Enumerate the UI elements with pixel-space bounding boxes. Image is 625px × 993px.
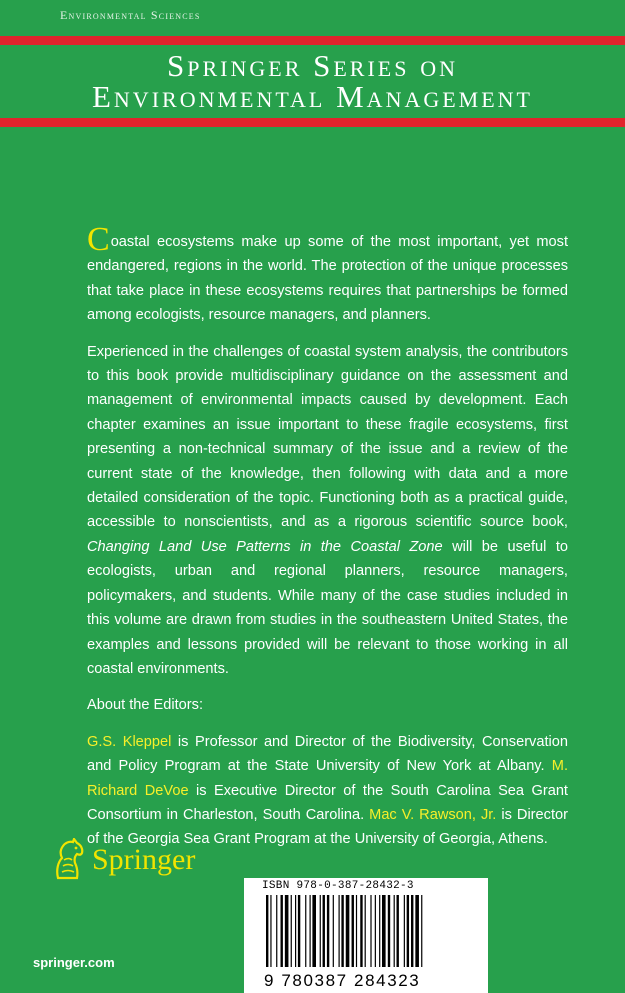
barcode-bar bbox=[360, 895, 362, 967]
barcode-bar bbox=[327, 895, 329, 967]
barcode-bar bbox=[298, 895, 300, 967]
series-title-line2: Environmental Management bbox=[91, 79, 533, 114]
barcode-bar bbox=[421, 895, 422, 967]
details-text-b: will be useful to ecologists, urban and regional planners, resource managers, policymakers, and students. While many of the case studies included in this volume are drawn from studies in the southeastern United States, the examples and lessons provided will be relevant to those working in all coastal environments. bbox=[87, 538, 568, 677]
drop-cap: C bbox=[87, 221, 110, 258]
paragraph-intro bbox=[87, 221, 568, 328]
barcode-bar bbox=[379, 895, 380, 967]
barcode-bar bbox=[291, 895, 292, 967]
isbn-text: ISBN 978-0-387-28432-3 bbox=[262, 880, 414, 892]
springer-horse-icon bbox=[50, 838, 86, 882]
book-title: Changing Land Use Patterns in the Coastal Zone bbox=[87, 538, 443, 555]
paragraph-details bbox=[87, 340, 568, 682]
barcode-bar bbox=[404, 895, 405, 967]
barcode-bar bbox=[266, 895, 268, 967]
category-label: Environmental Sciences bbox=[60, 8, 201, 22]
barcode-bar bbox=[346, 895, 350, 967]
barcode-bar bbox=[382, 895, 386, 967]
barcode-bar bbox=[411, 895, 413, 967]
barcode-bar bbox=[388, 895, 390, 967]
editor-name-devoe: M. Richard DeVoe bbox=[87, 758, 568, 799]
barcode-bar bbox=[276, 895, 277, 967]
editor-bio-devoe: is Executive Director of the South Carolina Sea Grant Consortium in Charleston, South Carolina. bbox=[87, 782, 568, 823]
details-text-a: Experienced in the challenges of coastal system analysis, the contributors to this book provide multidisciplinary guidance on the assessment and management of environmental impacts caused by development. Each chapter examines an issue important to these fragile ecosystems, first presenting a non-technical summary of the issue and a review of the current state of the knowledge, then following with data and a more detailed consideration of the topic. Functioning both as a practical guide, accessible to nonscientists, and as a rigorous scientific source book, bbox=[87, 343, 568, 531]
editor-bio-kleppel: is Professor and Director of the Biodiversity, Conservation and Policy Program at the State University of New York at Albany. bbox=[87, 733, 568, 775]
barcode-bar bbox=[375, 895, 376, 967]
editors-heading: About the Editors: bbox=[87, 697, 204, 714]
barcode-bar bbox=[407, 895, 409, 967]
barcode-bar bbox=[305, 895, 306, 967]
barcode-bar bbox=[352, 895, 354, 967]
barcode-bar bbox=[323, 895, 325, 967]
springer-logo bbox=[50, 838, 195, 882]
barcode-bar bbox=[333, 895, 334, 967]
barcode-bar bbox=[339, 895, 340, 967]
description bbox=[87, 221, 568, 864]
red-band-bottom bbox=[0, 118, 625, 127]
publisher-url[interactable]: springer.com bbox=[33, 955, 115, 970]
editor-bio-rawson: is Director of the Georgia Sea Grant Program at the University of Georgia, Athens. bbox=[87, 806, 568, 848]
barcode-bar bbox=[295, 895, 296, 967]
barcode-bar bbox=[356, 895, 357, 967]
series-title-line1: Springer Series on bbox=[167, 48, 458, 83]
barcode-bar bbox=[285, 895, 289, 967]
barcode-bar bbox=[365, 895, 366, 967]
red-band-top bbox=[0, 36, 625, 45]
editor-name-rawson: Mac V. Rawson, Jr. bbox=[369, 806, 497, 823]
barcode-bar bbox=[397, 895, 399, 967]
barcode-bar bbox=[281, 895, 283, 967]
barcode bbox=[244, 878, 488, 993]
editors-paragraph bbox=[87, 730, 568, 852]
barcode-digits: 9 780387 284323 bbox=[264, 971, 421, 990]
barcode-bar bbox=[312, 895, 316, 967]
editor-name-kleppel: G.S. Kleppel bbox=[87, 733, 172, 750]
barcode-bar bbox=[415, 895, 419, 967]
barcode-bars bbox=[262, 895, 472, 971]
barcode-bar bbox=[394, 895, 395, 967]
barcode-bar bbox=[341, 895, 343, 967]
publisher-name: Springer bbox=[92, 843, 196, 876]
barcode-bar bbox=[320, 895, 321, 967]
intro-text: oastal ecosystems make up some of the most important, yet most endangered, regions in the world. The protection of the unique processes that take place in these ecosystems requires that partnerships be formed among ecologists, resource managers, and planners. bbox=[87, 234, 568, 324]
barcode-bar bbox=[270, 895, 271, 967]
barcode-bar bbox=[370, 895, 371, 967]
barcode-bar bbox=[310, 895, 311, 967]
series-title bbox=[0, 50, 625, 112]
